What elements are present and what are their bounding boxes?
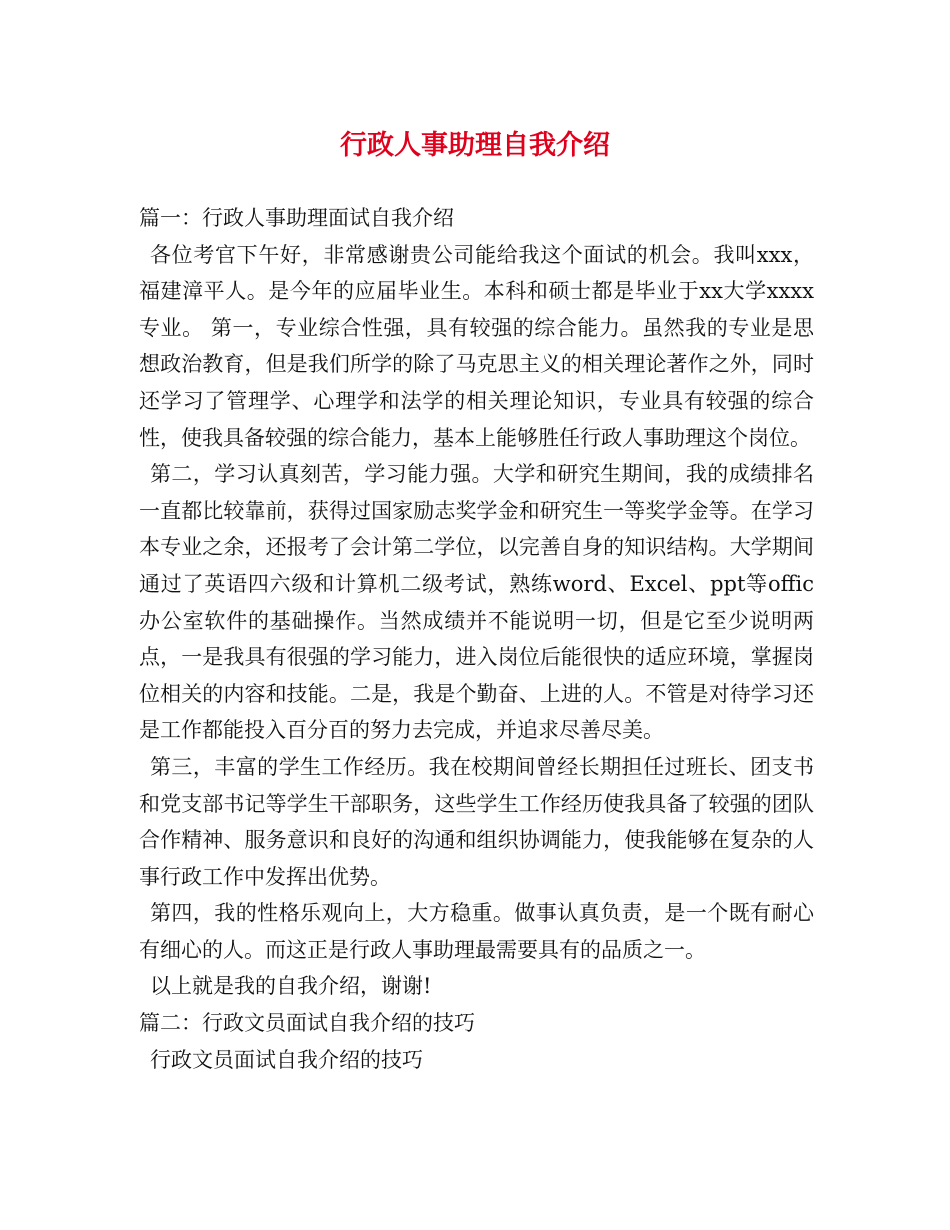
paragraph-section-2-start: 行政文员面试自我介绍的技巧 [150, 1047, 423, 1072]
paragraph-second: 第二，学习认真刻苦，学习能力强。大学和研究生期间，我的成绩排名一直都比较靠前，获得过国家励志奖学金和研究生一等奖学金等。在学习本专业之余，还报考了会计第二学位，以完善自身的知识结构。大学期间通过了英语四六级和计算机二级考试，熟练word、Excel、ppt等offic办公室软件的基础操作。当然成绩并不能说明一切，但是它至少说明两点，一是我具有很强的学习能力，进入岗位后能很快的适应环境，掌握岗位相关的内容和技能。二是，我是个勤奋、上进的人。不管是对待学习还是工作都能投入百分百的努力去完成，并追求尽善尽美。 [139, 462, 814, 743]
section-heading-2: 篇二：行政文员面试自我介绍的技巧 [139, 1011, 475, 1036]
document-body [139, 200, 814, 1078]
paragraph-closing: 以上就是我的自我介绍，谢谢! [150, 974, 432, 999]
document-title: 行政人事助理自我介绍 [340, 130, 610, 161]
paragraph-fourth: 第四，我的性格乐观向上，大方稳重。做事认真负责，是一个既有耐心有细心的人。而这正是行政人事助理最需要具有的品质之一。 [139, 901, 814, 962]
section-heading-1: 篇一：行政人事助理面试自我介绍 [139, 206, 454, 230]
paragraph-third: 第三，丰富的学生工作经历。我在校期间曾经长期担任过班长、团支书和党支部书记等学生干部职务，这些学生工作经历使我具备了较强的团队合作精神、服务意识和良好的沟通和组织协调能力，使我能够在复杂的人事行政工作中发挥出优势。 [139, 754, 814, 889]
paragraph-intro: 各位考官下午好，非常感谢贵公司能给我这个面试的机会。我叫xxx，福建漳平人。是今年的应届毕业生。本科和硕士都是毕业于xx大学xxxx专业。 第一，专业综合性强，具有较强的综合能力。虽然我的专业是思想政治教育，但是我们所学的除了马克思主义的相关理论著作之外，同时还学习了管理学、心理学和法学的相关理论知识，专业具有较强的综合性，使我具备较强的综合能力，基本上能够胜任行政人事助理这个岗位。 [139, 242, 814, 450]
